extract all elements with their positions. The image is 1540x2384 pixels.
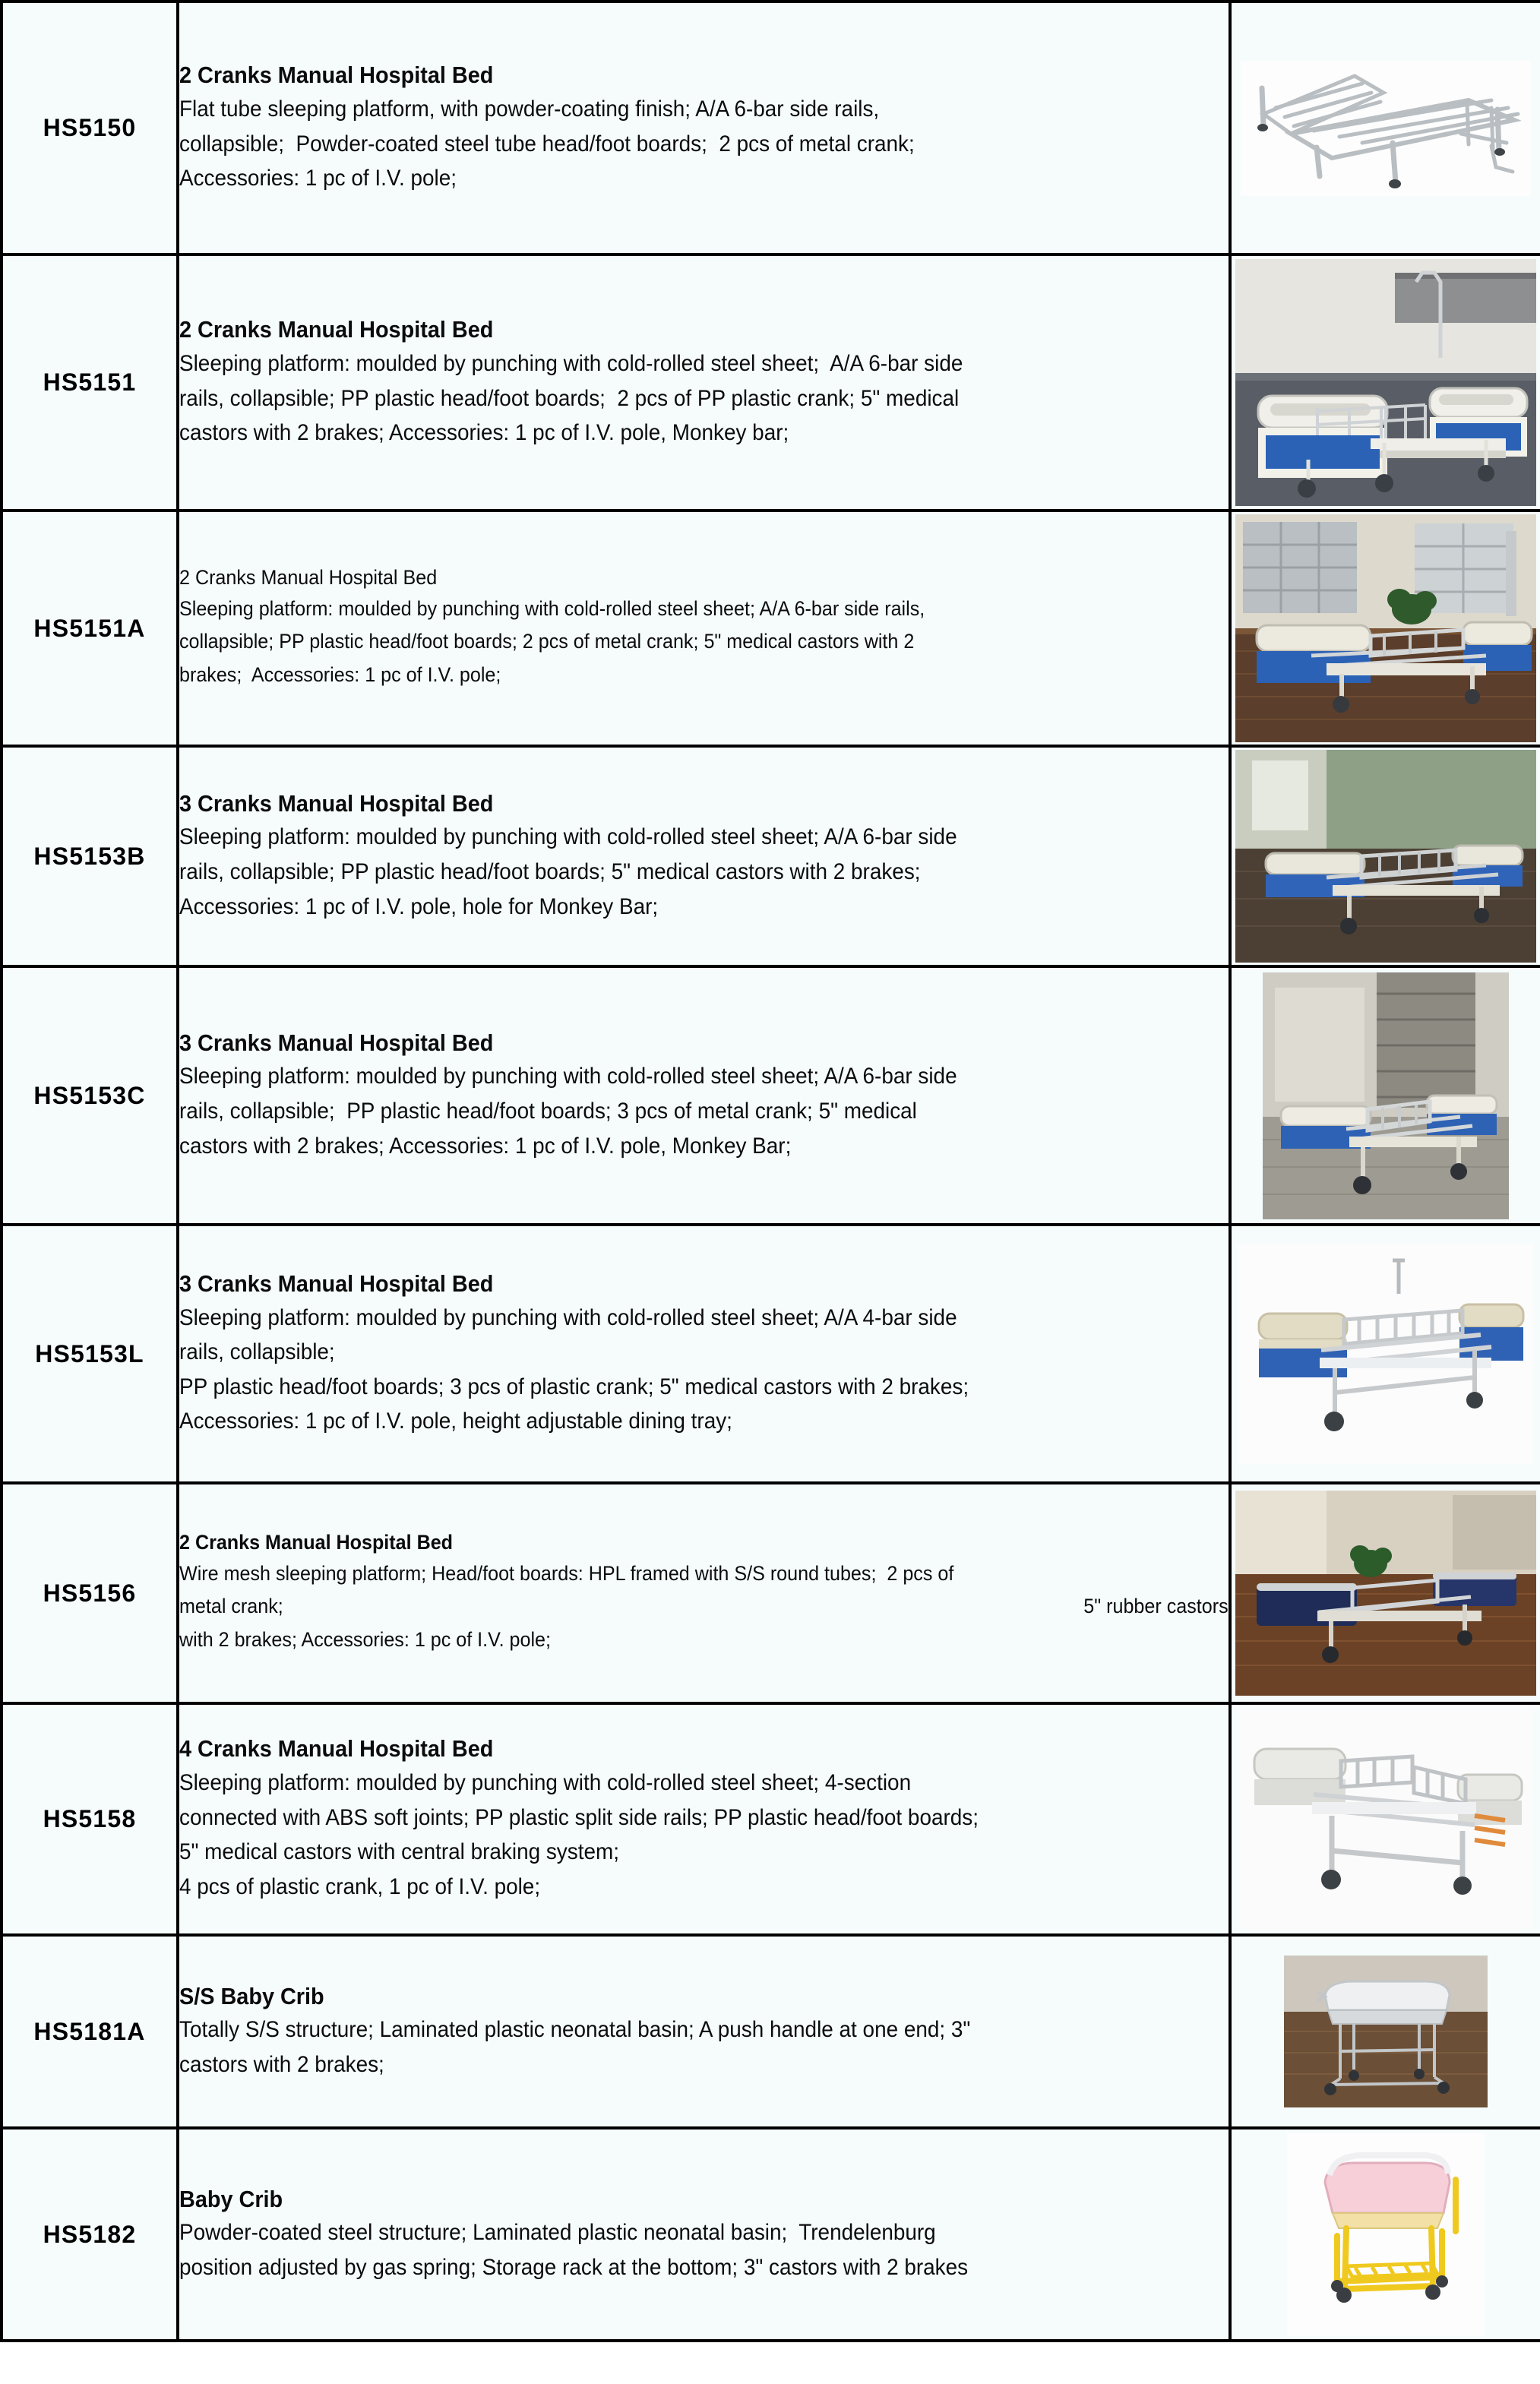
crib-photo-icon [1287, 2133, 1485, 2336]
table-row [2, 2128, 1540, 2341]
desc-line: castors with 2 brakes; [179, 2051, 384, 2077]
product-description [179, 346, 1229, 451]
product-description [179, 92, 1229, 196]
desc-line: Totally S/S structure; Laminated plastic neonatal basin; A push handle at one end; 3" [179, 2017, 971, 2043]
product-description [179, 1301, 1229, 1439]
product-photo-cell [1230, 2128, 1540, 2341]
product-photo-bed-garage-door [1263, 972, 1509, 1219]
product-title: 3 Cranks Manual Hospital Bed [179, 1029, 494, 1056]
product-photo-cell [1230, 511, 1540, 746]
description-cell [178, 966, 1230, 1225]
product-description [179, 1557, 1229, 1657]
table-row [2, 1935, 1540, 2128]
bed-photo-icon [1235, 750, 1536, 963]
model-code-cell [2, 1935, 178, 2128]
product-photo-cell [1230, 746, 1540, 966]
desc-line: Powder-coated steel structure; Laminated plastic neonatal basin; Trendelenburg [179, 2220, 936, 2246]
bed-photo-icon [1238, 1244, 1534, 1464]
model-code-cell [2, 2, 178, 255]
product-title: Baby Crib [179, 2185, 283, 2212]
product-photo-dark-blue-bed-wood-floor [1235, 1491, 1536, 1696]
bed-photo-icon [1235, 1491, 1536, 1696]
product-photo-blue-white-bed-monkey-bar [1235, 259, 1536, 506]
desc-line-right: 5" rubber castors [1083, 1595, 1229, 1618]
desc-line: Accessories: 1 pc of I.V. pole, height adjustable dining tray; [179, 1409, 732, 1434]
desc-line: connected with ABS soft joints; PP plastic split side rails; PP plastic head/foot boards; [179, 1804, 979, 1830]
desc-line: position adjusted by gas spring; Storage rack at the bottom; 3" castors with 2 brakes [179, 2254, 969, 2280]
description-cell [178, 746, 1230, 966]
model-code-cell [2, 1703, 178, 1935]
model-code: HS5151 [43, 368, 137, 396]
model-code: HS5153L [35, 1339, 144, 1367]
product-title: 3 Cranks Manual Hospital Bed [179, 1269, 494, 1297]
desc-line: Accessories: 1 pc of I.V. pole; [179, 166, 457, 191]
model-code-cell [2, 966, 178, 1225]
product-photo-grey-bed-split-rails [1238, 1709, 1534, 1930]
description-cell [178, 1703, 1230, 1935]
model-code-cell [2, 511, 178, 746]
product-photo-yellow-frame-baby-crib [1287, 2133, 1485, 2336]
table-row [2, 1483, 1540, 1703]
description-cell [178, 255, 1230, 511]
desc-line: brakes; Accessories: 1 pc of I.V. pole; [179, 663, 501, 687]
product-photo-cell [1230, 255, 1540, 511]
desc-line: collapsible; PP plastic head/foot boards; 2 pcs of metal crank; 5" medical castors with 2 [179, 630, 915, 653]
product-photo-blue-white-bed-window [1235, 514, 1536, 742]
table-row [2, 966, 1540, 1225]
product-description [179, 2215, 1229, 2284]
model-code-cell [2, 255, 178, 511]
desc-line: Sleeping platform: moulded by punching with cold-rolled steel sheet; A/A 6-bar side [179, 1064, 957, 1089]
product-photo-white-tube-bed [1241, 61, 1531, 196]
model-code-cell [2, 746, 178, 966]
product-description [179, 1766, 1229, 1904]
desc-line: Sleeping platform: moulded by punching with cold-rolled steel sheet; A/A 6-bar side [179, 350, 963, 376]
product-title: 3 Cranks Manual Hospital Bed [179, 789, 494, 817]
bed-photo-icon [1263, 972, 1509, 1219]
bed-photo-icon [1235, 514, 1536, 742]
product-photo-cell [1230, 2, 1540, 255]
bed-photo-icon [1235, 259, 1536, 506]
desc-line-justified [179, 1590, 1229, 1624]
table-row [2, 1225, 1540, 1483]
desc-line: rails, collapsible; [179, 1339, 335, 1365]
description-cell [178, 511, 1230, 746]
desc-line: 5" medical castors with central braking system; [179, 1839, 619, 1865]
desc-line: PP plastic head/foot boards; 3 pcs of plastic crank; 5" medical castors with 2 brakes; [179, 1374, 969, 1399]
product-photo-cell [1230, 1225, 1540, 1483]
model-code: HS5150 [43, 114, 137, 141]
model-code: HS5153B [33, 842, 146, 870]
desc-line: with 2 brakes; Accessories: 1 pc of I.V. pole; [179, 1628, 551, 1652]
product-title: 2 Cranks Manual Hospital Bed [179, 1531, 454, 1554]
desc-line: Sleeping platform: moulded by punching with cold-rolled steel sheet; A/A 6-bar side [179, 824, 957, 850]
description-cell [178, 2128, 1230, 2341]
product-photo-bed-green-wall [1235, 750, 1536, 963]
desc-line: collapsible; Powder-coated steel tube head/foot boards; 2 pcs of metal crank; [179, 131, 915, 157]
product-photo-cell [1230, 1935, 1540, 2128]
product-title: S/S Baby Crib [179, 1982, 324, 2009]
product-photo-cell [1230, 1483, 1540, 1703]
product-title: 2 Cranks Manual Hospital Bed [179, 62, 494, 89]
desc-line: castors with 2 brakes; Accessories: 1 pc of I.V. pole, Monkey bar; [179, 420, 789, 446]
model-code: HS5181A [33, 2017, 146, 2045]
model-code-cell [2, 1225, 178, 1483]
model-code: HS5151A [33, 614, 146, 642]
model-code: HS5158 [43, 1805, 137, 1832]
desc-line: Sleeping platform: moulded by punching with cold-rolled steel sheet; A/A 6-bar side rails, [179, 596, 925, 620]
model-code-cell [2, 1483, 178, 1703]
product-description [179, 593, 1229, 692]
product-title: 2 Cranks Manual Hospital Bed [179, 566, 438, 590]
description-cell [178, 2, 1230, 255]
desc-line: rails, collapsible; PP plastic head/foot boards; 2 pcs of PP plastic crank; 5" medical [179, 385, 960, 411]
product-description [179, 2012, 1229, 2082]
model-code: HS5156 [43, 1579, 137, 1607]
desc-line: rails, collapsible; PP plastic head/foot boards; 5" medical castors with 2 brakes; [179, 859, 921, 885]
product-photo-beige-blue-bed [1238, 1244, 1534, 1464]
table-row [2, 1703, 1540, 1935]
desc-line: rails, collapsible; PP plastic head/foot boards; 3 pcs of metal crank; 5" medical [179, 1099, 917, 1124]
desc-line: Flat tube sleeping platform, with powder-coating finish; A/A 6-bar side rails, [179, 96, 880, 122]
bed-illustration-icon [1241, 61, 1531, 196]
product-title: 2 Cranks Manual Hospital Bed [179, 316, 494, 343]
desc-line: 4 pcs of plastic crank, 1 pc of I.V. pole; [179, 1873, 541, 1899]
table-row [2, 255, 1540, 511]
model-code: HS5182 [43, 2220, 137, 2248]
product-description [179, 1059, 1229, 1163]
table-row [2, 511, 1540, 746]
desc-line: Sleeping platform: moulded by punching with cold-rolled steel sheet; A/A 4-bar side [179, 1304, 957, 1330]
product-title: 4 Cranks Manual Hospital Bed [179, 1735, 494, 1763]
description-cell [178, 1225, 1230, 1483]
description-cell [178, 1483, 1230, 1703]
product-photo-stainless-steel-baby-crib [1284, 1956, 1488, 2107]
description-cell [178, 1935, 1230, 2128]
desc-line-left: metal crank; [179, 1595, 283, 1618]
table-row [2, 746, 1540, 966]
model-code-cell [2, 2128, 178, 2341]
product-description [179, 820, 1229, 924]
product-photo-cell [1230, 966, 1540, 1225]
desc-line: Wire mesh sleeping platform; Head/foot boards: HPL framed with S/S round tubes; 2 pcs of [179, 1561, 954, 1585]
bed-photo-icon [1238, 1709, 1534, 1930]
table-row [2, 2, 1540, 255]
spec-table-body [2, 2, 1540, 2341]
desc-line: Accessories: 1 pc of I.V. pole, hole for Monkey Bar; [179, 893, 659, 919]
product-photo-cell [1230, 1703, 1540, 1935]
desc-line: castors with 2 brakes; Accessories: 1 pc of I.V. pole, Monkey Bar; [179, 1133, 792, 1159]
crib-photo-icon [1284, 1956, 1488, 2107]
desc-line: Sleeping platform: moulded by punching with cold-rolled steel sheet; 4-section [179, 1770, 912, 1796]
model-code: HS5153C [33, 1081, 146, 1109]
